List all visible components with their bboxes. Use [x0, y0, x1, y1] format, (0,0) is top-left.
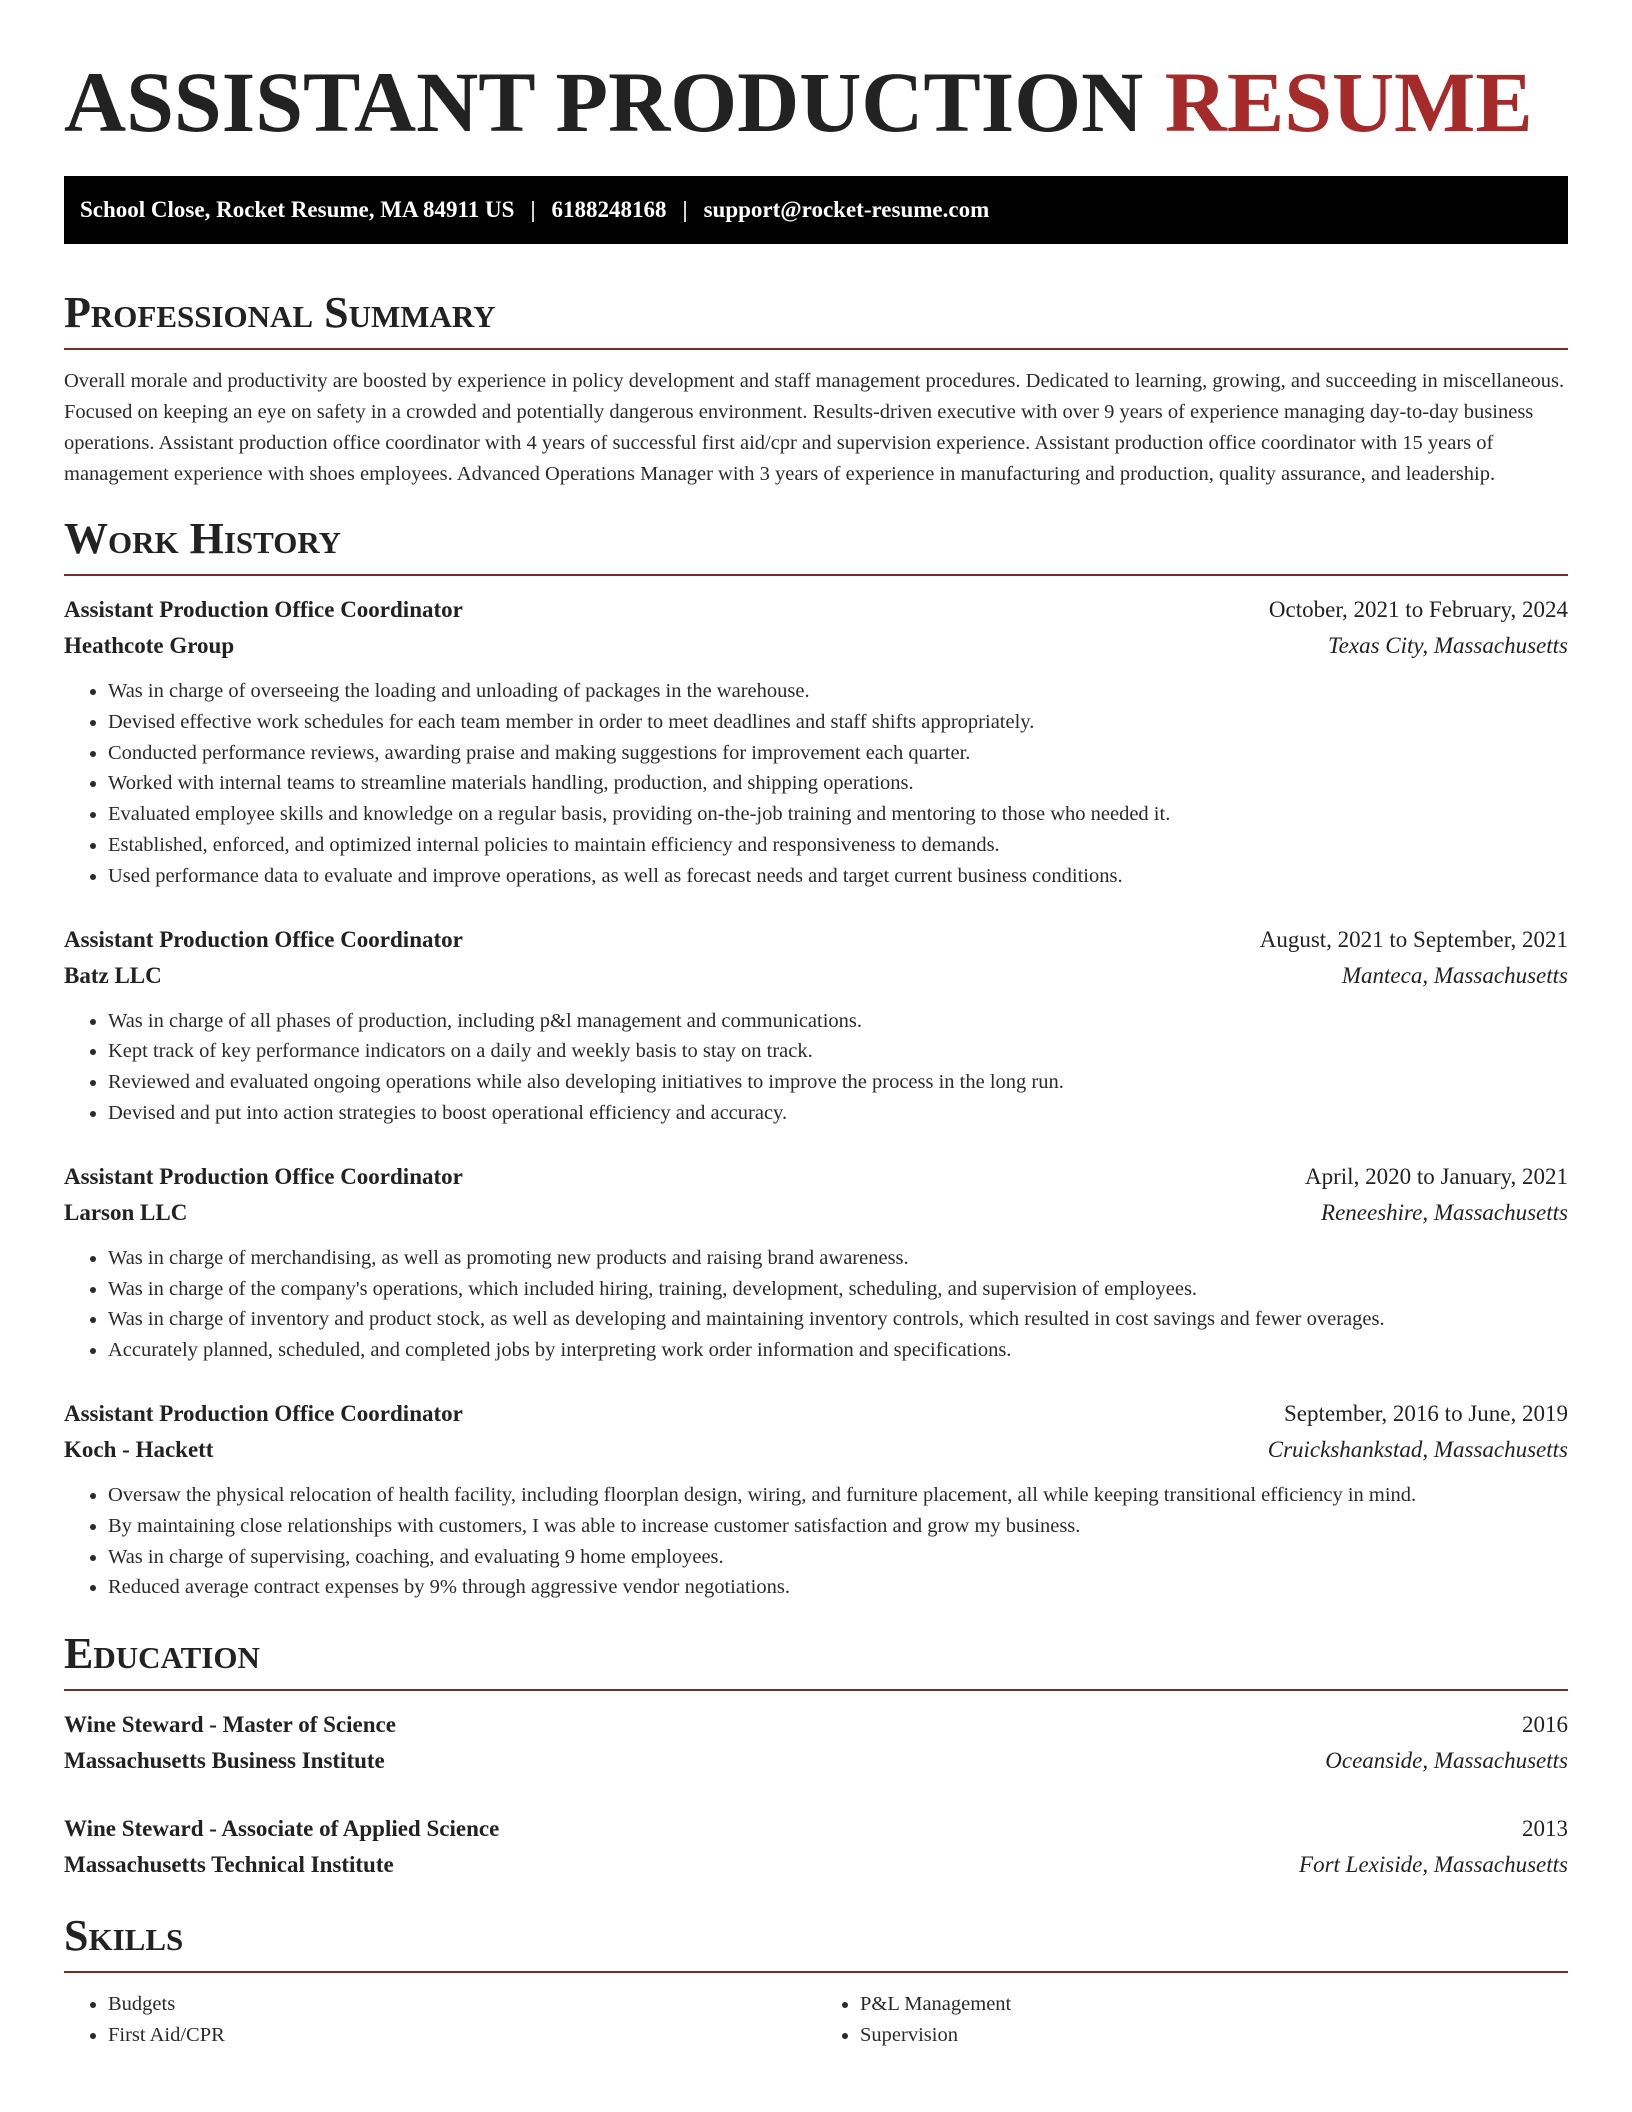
job-location: Texas City, Massachusetts [1327, 633, 1568, 658]
education-location: Oceanside, Massachusetts [1325, 1748, 1568, 1774]
skills-list-left [64, 1989, 816, 2051]
job-bullet: • Worked with internal teams to streamline materials handling, production, and shipping operations. [108, 768, 1568, 799]
job-location: Cruickshankstad, Massachusetts [1267, 1436, 1568, 1462]
job-dates: April, 2020 to January, 2021 [1305, 1163, 1568, 1189]
job-bullet: • Reviewed and evaluated ongoing operations while also developing initiatives to improve the process in the long run. [108, 1067, 1568, 1098]
job-entry [64, 1159, 1568, 1366]
job-bullets [64, 1243, 1568, 1366]
education-year: 2013 [1522, 1816, 1568, 1842]
education-degree-row [64, 1811, 1568, 1847]
education-degree-row [64, 1707, 1568, 1743]
skill-item: • Budgets [108, 1989, 816, 2020]
job-title: Assistant Production Office Coordinator [64, 1400, 463, 1426]
job-location: Reneeshire, Massachusetts [1321, 1199, 1568, 1225]
work-heading: Work History [64, 514, 1568, 576]
job-bullet: • Accurately planned, scheduled, and completed jobs by interpreting work order information and specifications. [108, 1335, 1568, 1366]
job-bullet: • Established, enforced, and optimized internal policies to maintain efficiency and responsiveness to demands. [108, 830, 1568, 861]
job-bullet: • Kept track of key performance indicators on a daily and weekly basis to stay on track. [108, 1036, 1568, 1067]
skill-item: • P&L Management [860, 1989, 1568, 2020]
job-bullets [64, 1006, 1568, 1129]
contact-phone: 6188248168 [551, 197, 667, 222]
skill-item: • Supervision [860, 2020, 1568, 2051]
job-header-row [64, 592, 1568, 628]
job-bullets [64, 1480, 1568, 1603]
job-entry [64, 592, 1568, 892]
job-entry [64, 922, 1568, 1129]
contact-email: support@rocket-resume.com [703, 197, 990, 222]
education-school-row [64, 1743, 1568, 1779]
job-company-row [64, 1195, 1568, 1231]
job-bullet: • Devised and put into action strategies to boost operational efficiency and accuracy. [108, 1098, 1568, 1129]
skills-heading: Skills [64, 1911, 1568, 1973]
job-entry [64, 1396, 1568, 1603]
job-bullet: • Oversaw the physical relocation of health facility, including floorplan design, wiring, and furniture placement, all while keeping transitional efficiency in mind. [108, 1480, 1568, 1511]
education-location: Fort Lexiside, Massachusetts [1299, 1852, 1568, 1878]
job-company-row [64, 628, 1568, 664]
job-dates: September, 2016 to June, 2019 [1284, 1400, 1568, 1426]
job-company: Heathcote Group [64, 633, 235, 658]
job-list [64, 592, 1568, 1603]
work-section [64, 514, 1568, 1603]
job-bullet: • Was in charge of overseeing the loading and unloading of packages in the warehouse. [108, 676, 1568, 707]
job-dates: August, 2021 to September, 2021 [1259, 926, 1568, 952]
contact-separator: | [530, 197, 536, 222]
job-title: Assistant Production Office Coordinator [64, 597, 463, 622]
skills-section [64, 1911, 1568, 2051]
education-section [64, 1629, 1568, 1883]
job-bullet: • Was in charge of all phases of production, including p&l management and communications. [108, 1006, 1568, 1037]
education-school: Massachusetts Technical Institute [64, 1852, 394, 1878]
job-bullet: • Reduced average contract expenses by 9% through aggressive vendor negotiations. [108, 1572, 1568, 1603]
education-entry [64, 1811, 1568, 1883]
job-header-row [64, 1396, 1568, 1432]
skills-columns [64, 1989, 1568, 2051]
job-bullet: • Devised effective work schedules for each team member in order to meet deadlines and staff shifts appropriately. [108, 707, 1568, 738]
summary-text: Overall morale and productivity are boosted by experience in policy development and staff management procedures. Dedicated to learning, growing, and succeeding in miscellaneous. Focused on keeping an eye on safety in a crowded and potentially dangerous environment. Results-driven executive with over 9 years of experience managing day-to-day business operations. Assistant production office coordinator with 4 years of successful first aid/cpr and supervision experience. Assistant production office coordinator with 15 years of management experience with shoes employees. Advanced Operations Manager with 3 years of experience in manufacturing and production, quality assurance, and leadership. [64, 370, 1565, 485]
title-accent: RESUME [1164, 54, 1533, 150]
job-bullet: • Used performance data to evaluate and improve operations, as well as forecast needs and target current business conditions. [108, 861, 1568, 892]
job-header-row [64, 922, 1568, 958]
job-bullet: • Evaluated employee skills and knowledge on a regular basis, providing on-the-job training and mentoring to those who needed it. [108, 799, 1568, 830]
job-bullet: • By maintaining close relationships with customers, I was able to increase customer satisfaction and grow my business. [108, 1511, 1568, 1542]
job-company: Larson LLC [64, 1199, 188, 1225]
job-company-row [64, 1432, 1568, 1468]
job-company-row [64, 958, 1568, 994]
job-company: Batz LLC [64, 962, 162, 988]
job-bullet: • Was in charge of merchandising, as well as promoting new products and raising brand awareness. [108, 1243, 1568, 1274]
education-heading: Education [64, 1629, 1568, 1691]
education-entry [64, 1707, 1568, 1779]
contact-separator: | [682, 197, 688, 222]
title-main: ASSISTANT PRODUCTION [64, 54, 1144, 150]
job-title: Assistant Production Office Coordinator [64, 926, 463, 952]
contact-address: School Close, Rocket Resume, MA 84911 US [80, 197, 515, 222]
job-title: Assistant Production Office Coordinator [64, 1163, 463, 1189]
education-list [64, 1707, 1568, 1883]
education-school: Massachusetts Business Institute [64, 1748, 385, 1774]
job-bullet: • Was in charge of supervising, coaching, and evaluating 9 home employees. [108, 1542, 1568, 1573]
resume-title [64, 0, 1568, 164]
education-degree: Wine Steward - Master of Science [64, 1712, 396, 1738]
skill-item: • First Aid/CPR [108, 2020, 816, 2051]
skills-list-right [816, 1989, 1568, 2051]
summary-section [64, 288, 1568, 490]
resume-page [64, 0, 1568, 2051]
education-year: 2016 [1522, 1712, 1568, 1738]
job-header-row [64, 1159, 1568, 1195]
education-school-row [64, 1847, 1568, 1883]
job-bullet: • Was in charge of the company's operations, which included hiring, training, development, scheduling, and supervision of employees. [108, 1274, 1568, 1305]
job-dates: October, 2021 to February, 2024 [1268, 597, 1568, 622]
contact-bar [64, 176, 1568, 244]
job-location: Manteca, Massachusetts [1341, 962, 1568, 988]
job-bullet: • Conducted performance reviews, awarding praise and making suggestions for improvement each quarter. [108, 738, 1568, 769]
job-company: Koch - Hackett [64, 1436, 214, 1462]
job-bullets [64, 676, 1568, 892]
summary-heading: Professional Summary [64, 288, 1568, 350]
education-degree: Wine Steward - Associate of Applied Science [64, 1816, 500, 1842]
job-bullet: • Was in charge of inventory and product stock, as well as developing and maintaining inventory controls, which resulted in cost savings and fewer overages. [108, 1304, 1568, 1335]
